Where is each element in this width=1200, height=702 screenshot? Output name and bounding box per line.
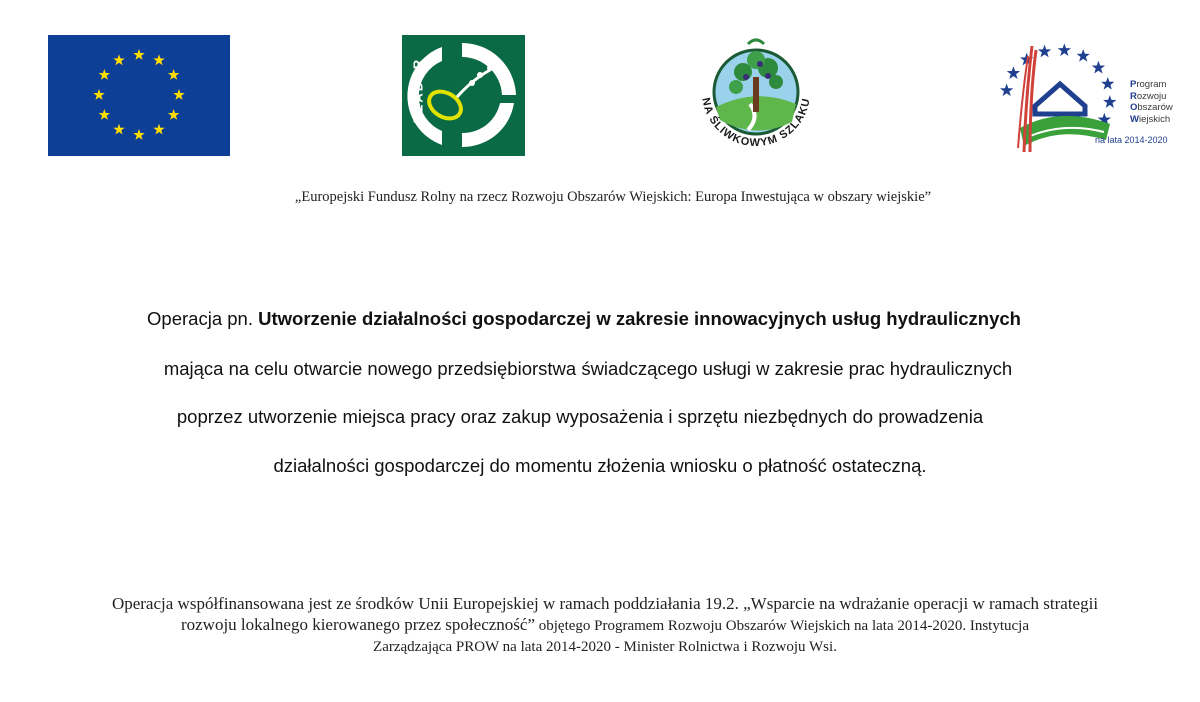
footer-line-1: Operacja współfinansowana jest ze środków Unii Europejskiej w ramach poddziałania 19.2. „Wsparcie na wdrażanie operacji w ramach strategii [111,594,1099,613]
prow-star-icon [1092,61,1105,74]
eu-star-icon [133,49,144,60]
operation-line-3: poprzez utworzenie miejsca pracy oraz zakup wyposażenia i sprzętu niezbędnych do prowadzenia [176,406,984,427]
prow-star-icon [1103,95,1116,108]
prow-star-icon [1058,43,1071,56]
eu-stars-icon [48,35,230,156]
fund-slogan: „Europejski Fundusz Rolny na rzecz Rozwoju Obszarów Wiejskich: Europa Inwestująca w obszary wiejskie” [294,189,932,205]
prow-rest-4: iejskich [1138,113,1171,125]
prow-rest-1: rogram [1136,79,1167,90]
eu-star-icon [113,124,124,135]
prow-cap-4: W [1130,113,1139,125]
leader-text: LEADER [410,57,426,124]
operation-line-4: działalności gospodarczej do momentu złożenia wniosku o płatność ostateczną. [273,455,927,476]
prow-star-icon [1101,77,1114,90]
prow-rest-2: ozwoju [1136,90,1167,102]
sliwkowy-szlak-logo [688,32,823,160]
operation-prefix: Operacja pn. [147,308,259,329]
footer-line-2-part-1: rozwoju lokalnego kierowanego przez społeczność” [180,615,535,634]
eu-star-icon [168,109,179,120]
eu-star-icon [99,109,110,120]
prow-cap-3: O [1130,102,1138,113]
footer-line-3: Zarządzająca PROW na lata 2014-2020 - Minister Rolnictwa i Rozwoju Wsi. [373,639,837,655]
prow-star-icon [1077,49,1090,62]
eu-star-icon [99,69,110,80]
eu-star-icon [93,89,104,100]
eu-star-icon [173,89,184,100]
sliwkowy-text: NA ŚLIWKOWYM SZLAKU [699,96,813,150]
prow-star-icon [1000,83,1013,96]
eu-star-icon [153,54,164,65]
prow-star-icon [1007,66,1020,79]
eu-flag-icon [48,35,230,156]
eu-star-icon [133,129,144,140]
leader-logo [402,35,525,156]
eu-star-icon [153,124,164,135]
operation-title: Utworzenie działalności gospodarczej w zakresie innowacyjnych usług hydraulicznych [258,308,1021,329]
prow-wordmark [1130,79,1173,125]
operation-line-2: mająca na celu otwarcie nowego przedsiębiorstwa świadczącego usługi w zakresie prac hydraulicznych [163,358,1013,379]
prow-years: na lata 2014-2020 [1095,135,1168,145]
prow-cap-1: P [1130,79,1137,90]
eu-star-icon [168,69,179,80]
operation-title-line [0,308,1169,330]
cofinancing-footer [0,593,1200,658]
eu-star-icon [113,54,124,65]
footer-line-2-part-2: objętego Programem Rozwoju Obszarów Wiejskich na lata 2014-2020. Instytucja [535,618,1030,634]
prow-star-icon [1038,45,1051,58]
prow-rest-3: bszarów [1137,102,1173,113]
prow-cap-2: R [1130,90,1137,102]
